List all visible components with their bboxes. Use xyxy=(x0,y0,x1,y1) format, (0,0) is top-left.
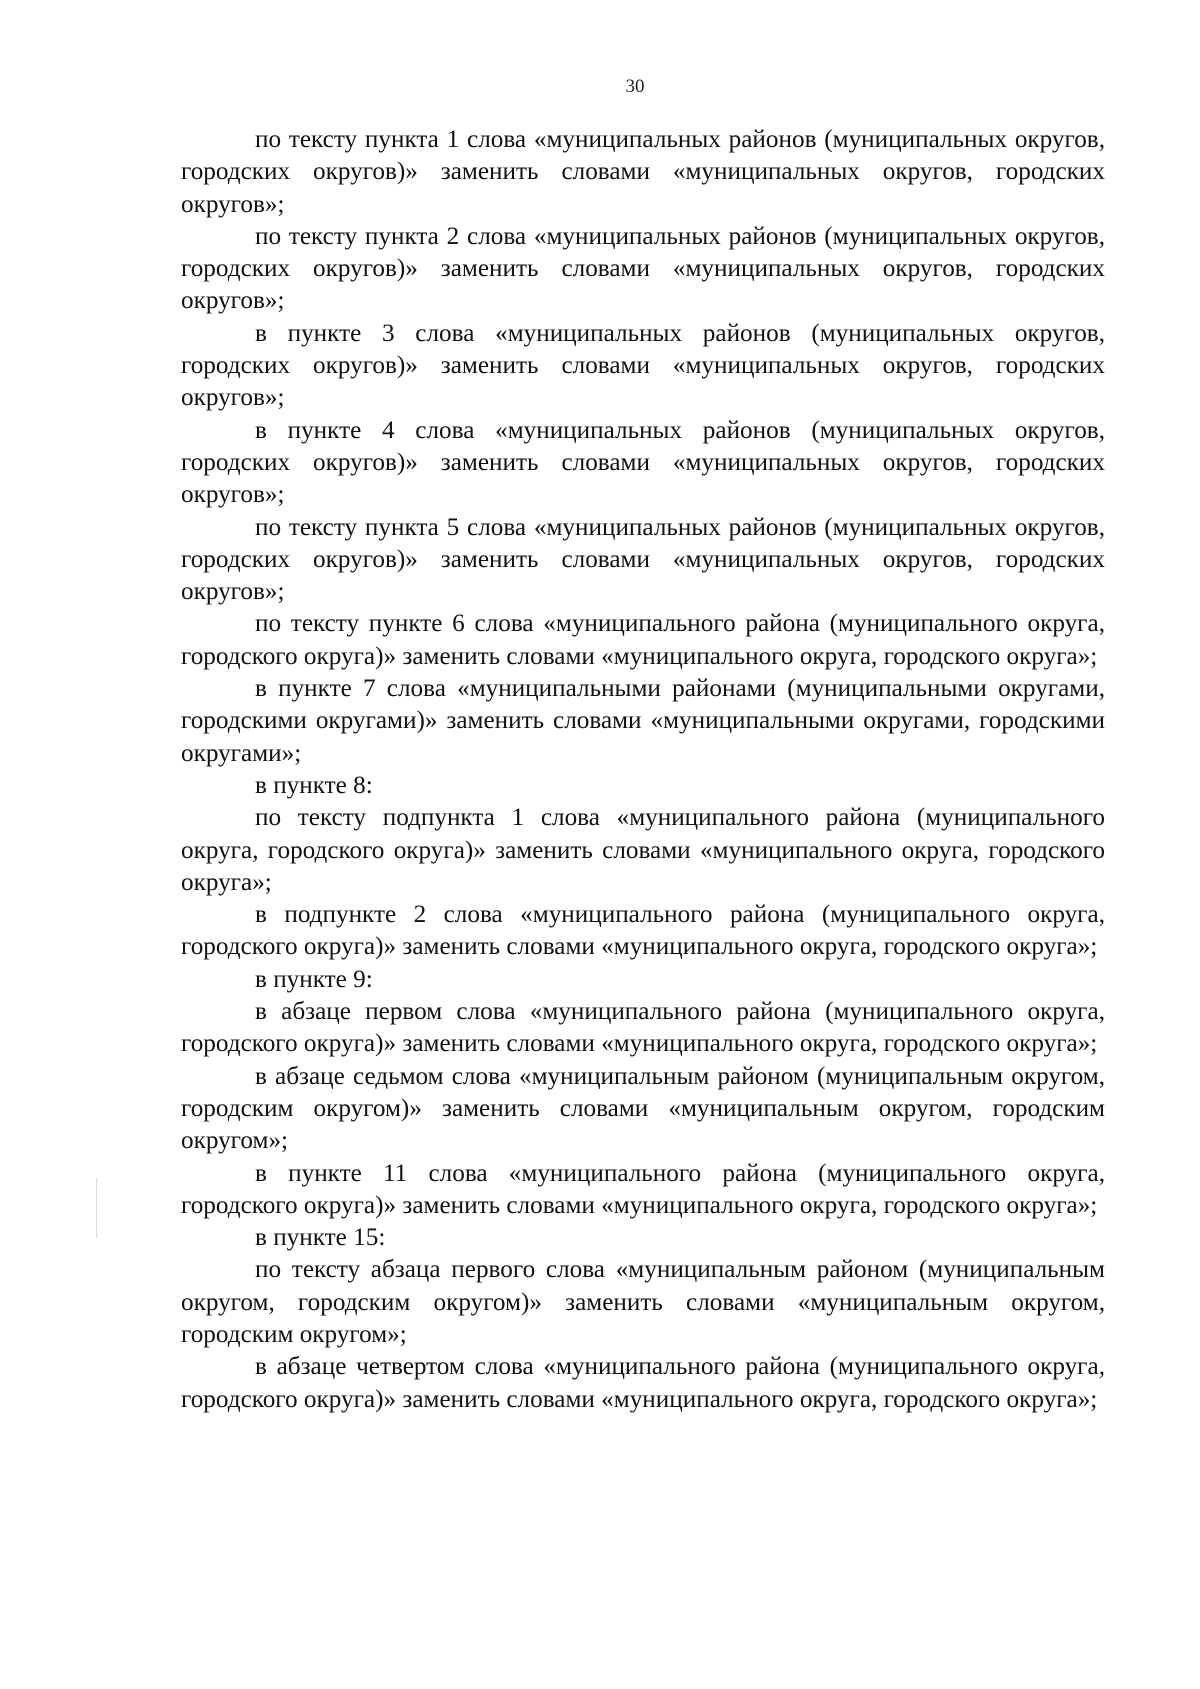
page-number: 30 xyxy=(625,76,645,97)
paragraph-item-1: по тексту пункта 1 слова «муниципальных районов (муниципальных округов, городских округов)» заменить словами «муниципальных округов, городских округов»; xyxy=(181,126,1105,218)
document-body xyxy=(181,124,1105,1416)
paragraph-item-4: в пункте 4 слова «муниципальных районов (муниципальных округов, городских округов)» заменить словами «муниципальных округов, городских округов»; xyxy=(181,416,1105,509)
paragraph-subitem-8-2: в подпункте 2 слова «муниципального района (муниципального округа, городского округа)» заменить словами «муниципального округа, городского округа»; xyxy=(181,901,1105,961)
paragraph-item-6: по тексту пункте 6 слова «муниципального района (муниципального округа, городского округа)» заменить словами «муниципального округа, городского округа»; xyxy=(181,610,1105,670)
paragraph-item-15-abzac-1: по тексту абзаца первого слова «муниципальным районом (муниципальным округом, городским округом)» заменить словами «муниципальным округом, городским округом»; xyxy=(181,1256,1105,1348)
paragraph-item-9-abzac-1: в абзаце первом слова «муниципального района (муниципального округа, городского округа)» заменить словами «муниципального округа, городского округа»; xyxy=(181,998,1105,1058)
paragraph-heading-item-8: в пункте 8: xyxy=(255,771,373,799)
paragraph-item-15-abzac-4: в абзаце четвертом слова «муниципального района (муниципального округа, городского округа)» заменить словами «муниципального округа, городского округа»; xyxy=(181,1353,1105,1413)
paragraph-subitem-8-1: по тексту подпункта 1 слова «муниципального района (муниципального округа, городского округа)» заменить словами «муниципального округа, городского округа»; xyxy=(181,804,1105,896)
paragraph-heading-item-9: в пункте 9: xyxy=(255,965,373,993)
paragraph-item-11: в пункте 11 слова «муниципального района (муниципального округа, городского округа)» заменить словами «муниципального округа, городского округа»; xyxy=(181,1159,1105,1219)
paragraph-item-3: в пункте 3 слова «муниципальных районов (муниципальных округов, городских округов)» заменить словами «муниципальных округов, городских округов»; xyxy=(181,319,1105,412)
scan-margin-mark xyxy=(96,1178,97,1238)
paragraph-item-5: по тексту пункта 5 слова «муниципальных районов (муниципальных округов, городских округов)» заменить словами «муниципальных округов, городских округов»; xyxy=(181,513,1105,606)
paragraph-item-2: по тексту пункта 2 слова «муниципальных районов (муниципальных округов, городских округов)» заменить словами «муниципальных округов, городских округов»; xyxy=(181,222,1105,315)
paragraph-heading-item-15: в пункте 15: xyxy=(255,1224,386,1252)
paragraph-item-7: в пункте 7 слова «муниципальными районами (муниципальными округами, городскими округами)» заменить словами «муниципальными округами, городскими округами»; xyxy=(181,675,1105,767)
paragraph-item-9-abzac-7: в абзаце седьмом слова «муниципальным районом (муниципальным округом, городским округом)» заменить словами «муниципальным округом, городским округом»; xyxy=(181,1062,1105,1155)
